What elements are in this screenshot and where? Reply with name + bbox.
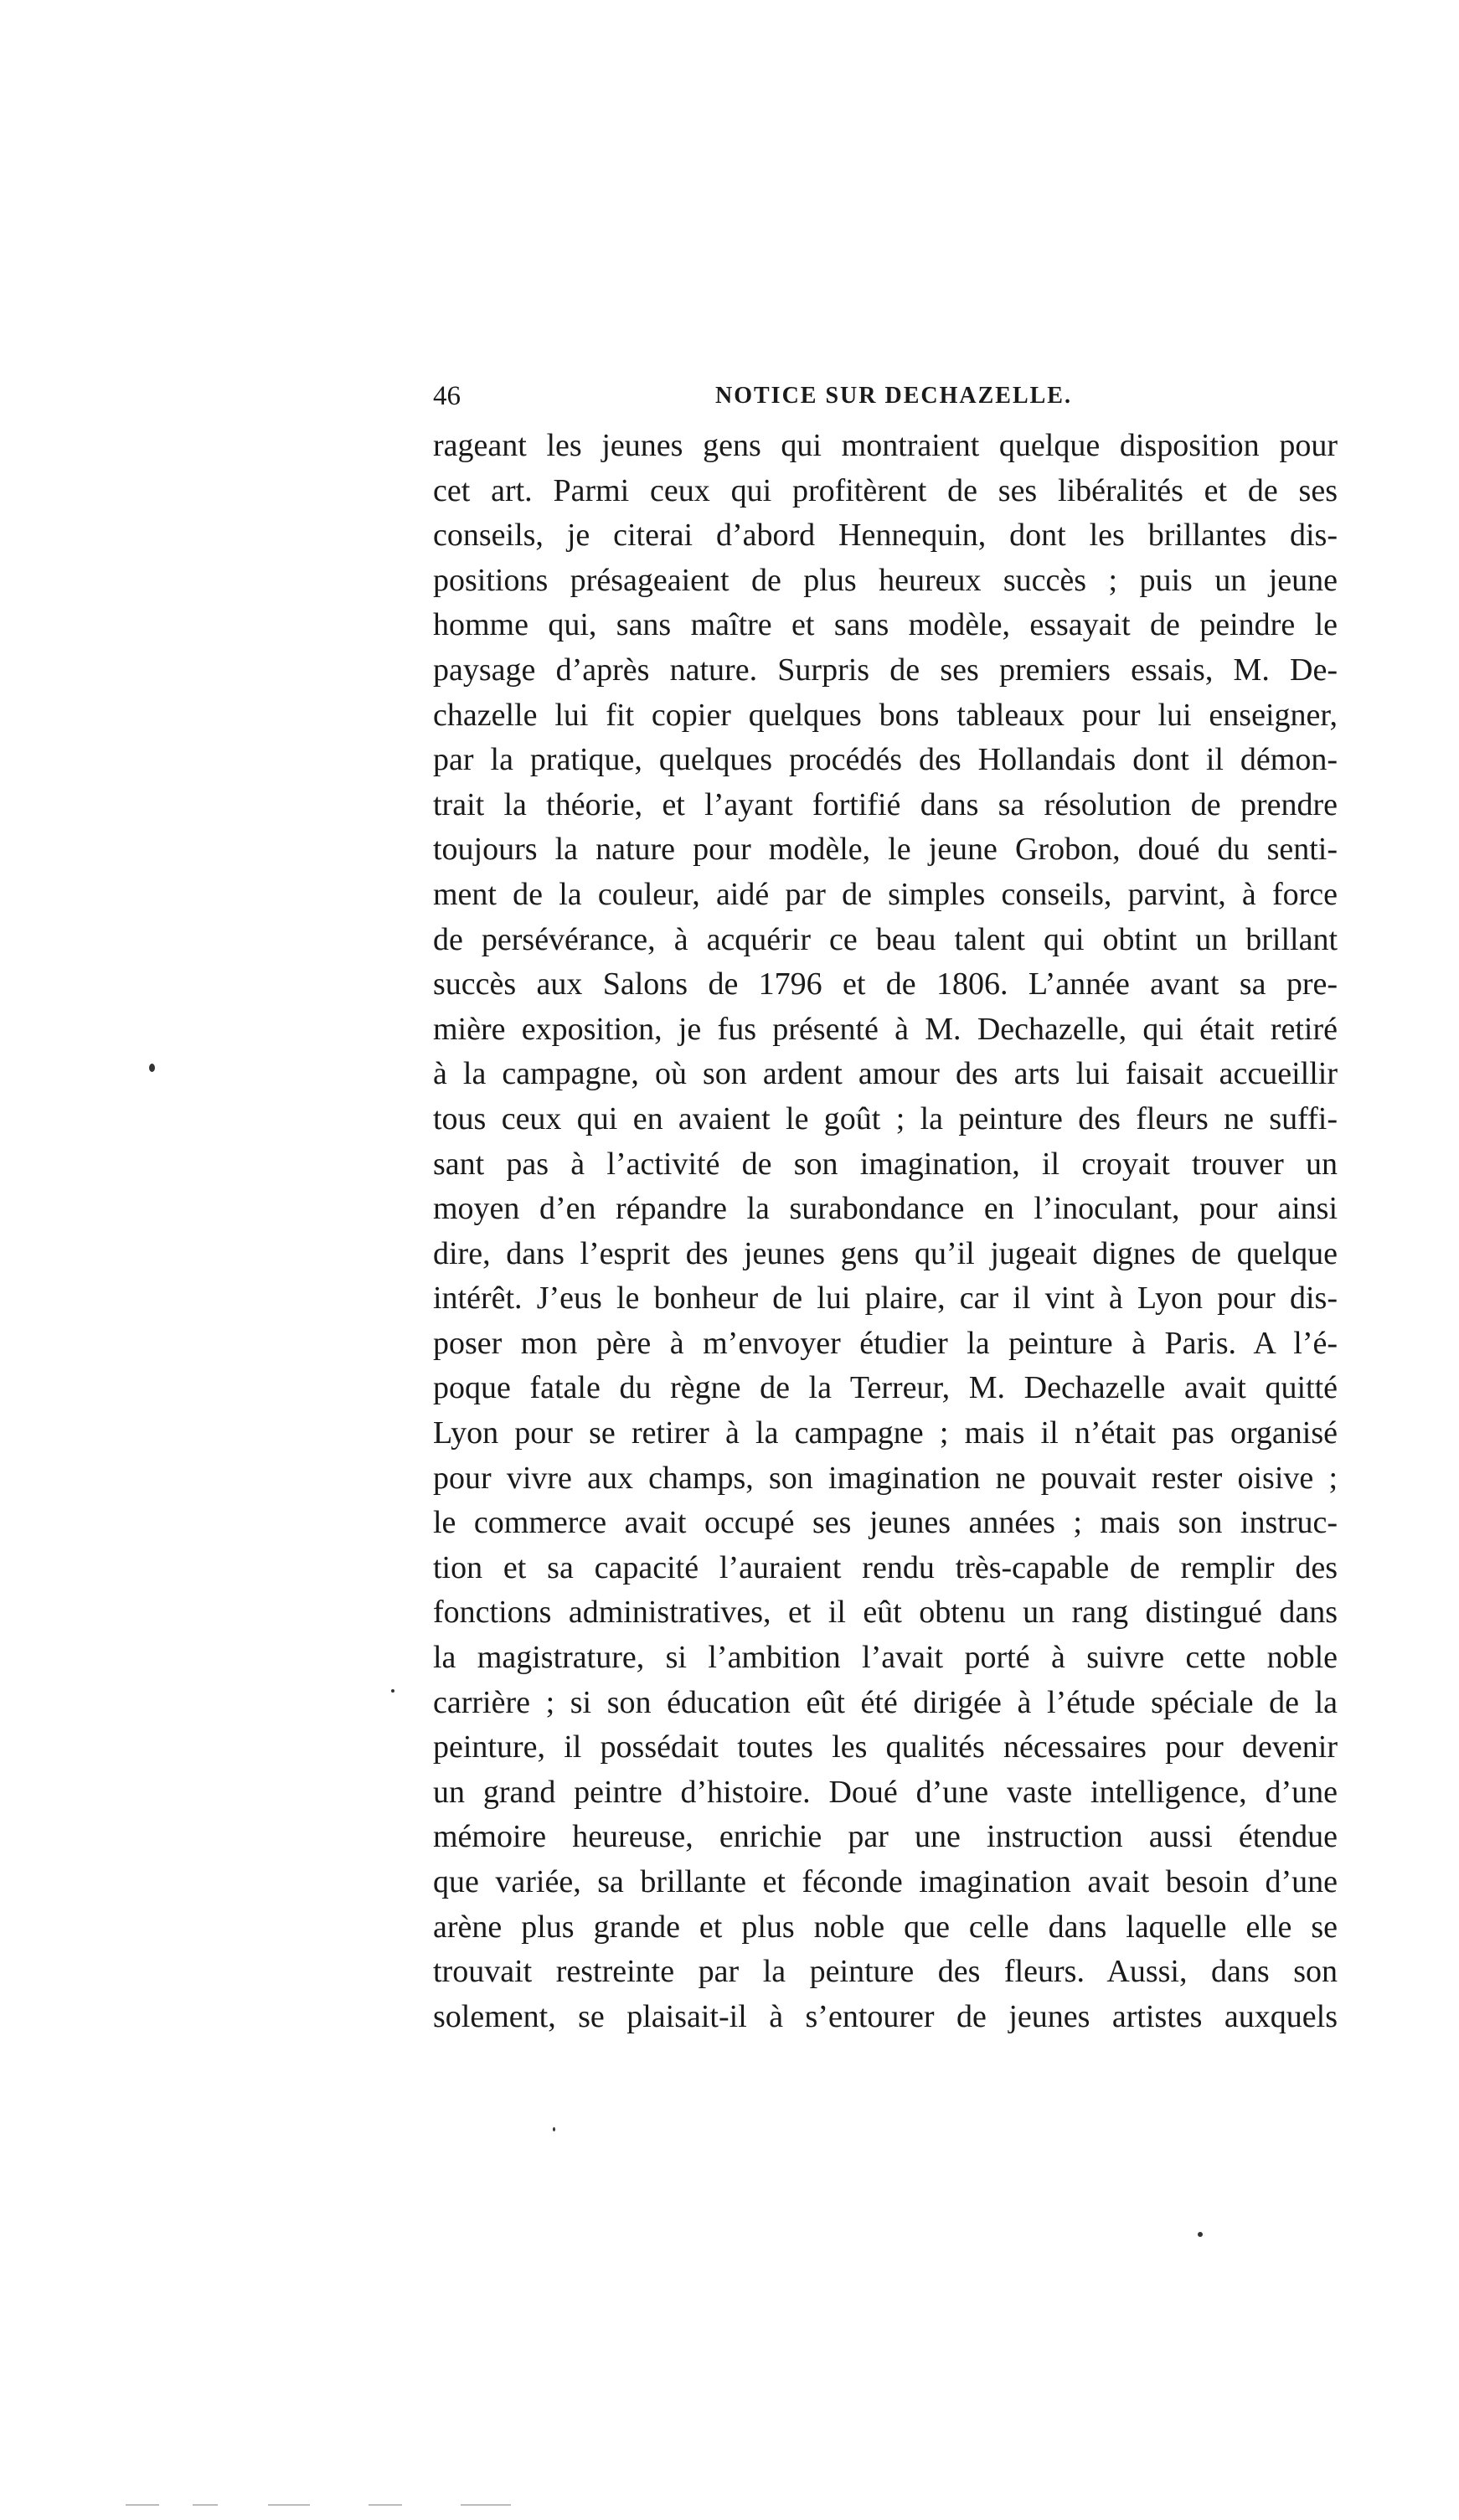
text-line: poque fatale du règne de la Terreur, M. Dechazelle avait quitté — [433, 1370, 1338, 1406]
text-line: un grand peintre d’histoire. Doué d’une vaste intelligence, d’une — [433, 1774, 1338, 1810]
text-line: à la campagne, où son ardent amour des arts lui faisait accueillir — [433, 1056, 1338, 1092]
running-head — [433, 375, 1338, 417]
text-line: trait la théorie, et l’ayant fortifié dans sa résolution de prendre — [433, 786, 1338, 822]
scan-edge-mark — [268, 2504, 310, 2506]
scan-speck — [1198, 2232, 1203, 2237]
text-line: rageant les jeunes gens qui montraient quelque disposition pour — [433, 428, 1338, 463]
text-line: conseils, je citerai d’abord Hennequin, dont les brillantes dis- — [433, 518, 1338, 554]
text-line: solement, se plaisait-il à s’entourer de jeunes artistes auxquels — [433, 1998, 1338, 2034]
text-line: moyen d’en répandre la surabondance en l’inoculant, pour ainsi — [433, 1191, 1338, 1227]
text-line: cet art. Parmi ceux qui profitèrent de ses libéralités et de ses — [433, 472, 1338, 508]
scan-speck — [553, 2127, 555, 2131]
text-line: la magistrature, si l’ambition l’avait porté à suivre cette noble — [433, 1640, 1338, 1676]
text-line: poser mon père à m’envoyer étudier la peinture à Paris. A l’é- — [433, 1325, 1338, 1361]
text-line: trouvait restreinte par la peinture des fleurs. Aussi, dans son — [433, 1954, 1338, 1990]
text-line: succès aux Salons de 1796 et de 1806. L’année avant sa pre- — [433, 966, 1338, 1002]
text-line: le commerce avait occupé ses jeunes années ; mais son instruc- — [433, 1505, 1338, 1541]
text-line: ment de la couleur, aidé par de simples conseils, parvint, à force — [433, 876, 1338, 912]
page-number: 46 — [433, 381, 461, 411]
scan-speck — [149, 1064, 155, 1072]
text-line: pour vivre aux champs, son imagination ne pouvait rester oisive ; — [433, 1460, 1338, 1496]
text-line: que variée, sa brillante et féconde imagination avait besoin d’une — [433, 1864, 1338, 1899]
text-line: homme qui, sans maître et sans modèle, essayait de peindre le — [433, 607, 1338, 643]
text-line: sant pas à l’activité de son imagination, il croyait trouver un — [433, 1146, 1338, 1182]
text-line: par la pratique, quelques procédés des Hollandais dont il démon- — [433, 742, 1338, 778]
text-line: carrière ; si son éducation eût été dirigée à l’étude spéciale de la — [433, 1684, 1338, 1720]
text-line: Lyon pour se retirer à la campagne ; mais il n’était pas organisé — [433, 1415, 1338, 1451]
body-text — [433, 424, 1338, 2039]
text-line: positions présageaient de plus heureux succès ; puis un jeune — [433, 562, 1338, 598]
text-line: mémoire heureuse, enrichie par une instruction aussi étendue — [433, 1819, 1338, 1855]
text-line: de persévérance, à acquérir ce beau talent qui obtint un brillant — [433, 921, 1338, 957]
text-line: fonctions administratives, et il eût obtenu un rang distingué dans — [433, 1595, 1338, 1631]
text-line: paysage d’après nature. Surpris de ses premiers essais, M. De- — [433, 652, 1338, 688]
text-line: dire, dans l’esprit des jeunes gens qu’il jugeait dignes de quelque — [433, 1235, 1338, 1271]
scan-edge-mark — [193, 2504, 218, 2506]
text-line: tous ceux qui en avaient le goût ; la peinture des fleurs ne suffi- — [433, 1100, 1338, 1136]
text-line: intérêt. J’eus le bonheur de lui plaire, car il vint à Lyon pour dis- — [433, 1281, 1338, 1317]
text-line: toujours la nature pour modèle, le jeune Grobon, doué du senti- — [433, 832, 1338, 868]
running-title: NOTICE SUR DECHAZELLE. — [715, 383, 1072, 409]
text-line: arène plus grande et plus noble que celle dans laquelle elle se — [433, 1909, 1338, 1945]
scan-edge-mark — [461, 2504, 511, 2506]
scan-edge-mark — [369, 2504, 402, 2506]
text-line: tion et sa capacité l’auraient rendu très-capable de remplir des — [433, 1549, 1338, 1585]
text-line: mière exposition, je fus présenté à M. Dechazelle, qui était retiré — [433, 1011, 1338, 1047]
scan-edge-mark — [126, 2504, 159, 2506]
scan-speck — [391, 1689, 394, 1693]
text-line: chazelle lui fit copier quelques bons tableaux pour lui enseigner, — [433, 697, 1338, 733]
text-line: peinture, il possédait toutes les qualités nécessaires pour devenir — [433, 1729, 1338, 1765]
